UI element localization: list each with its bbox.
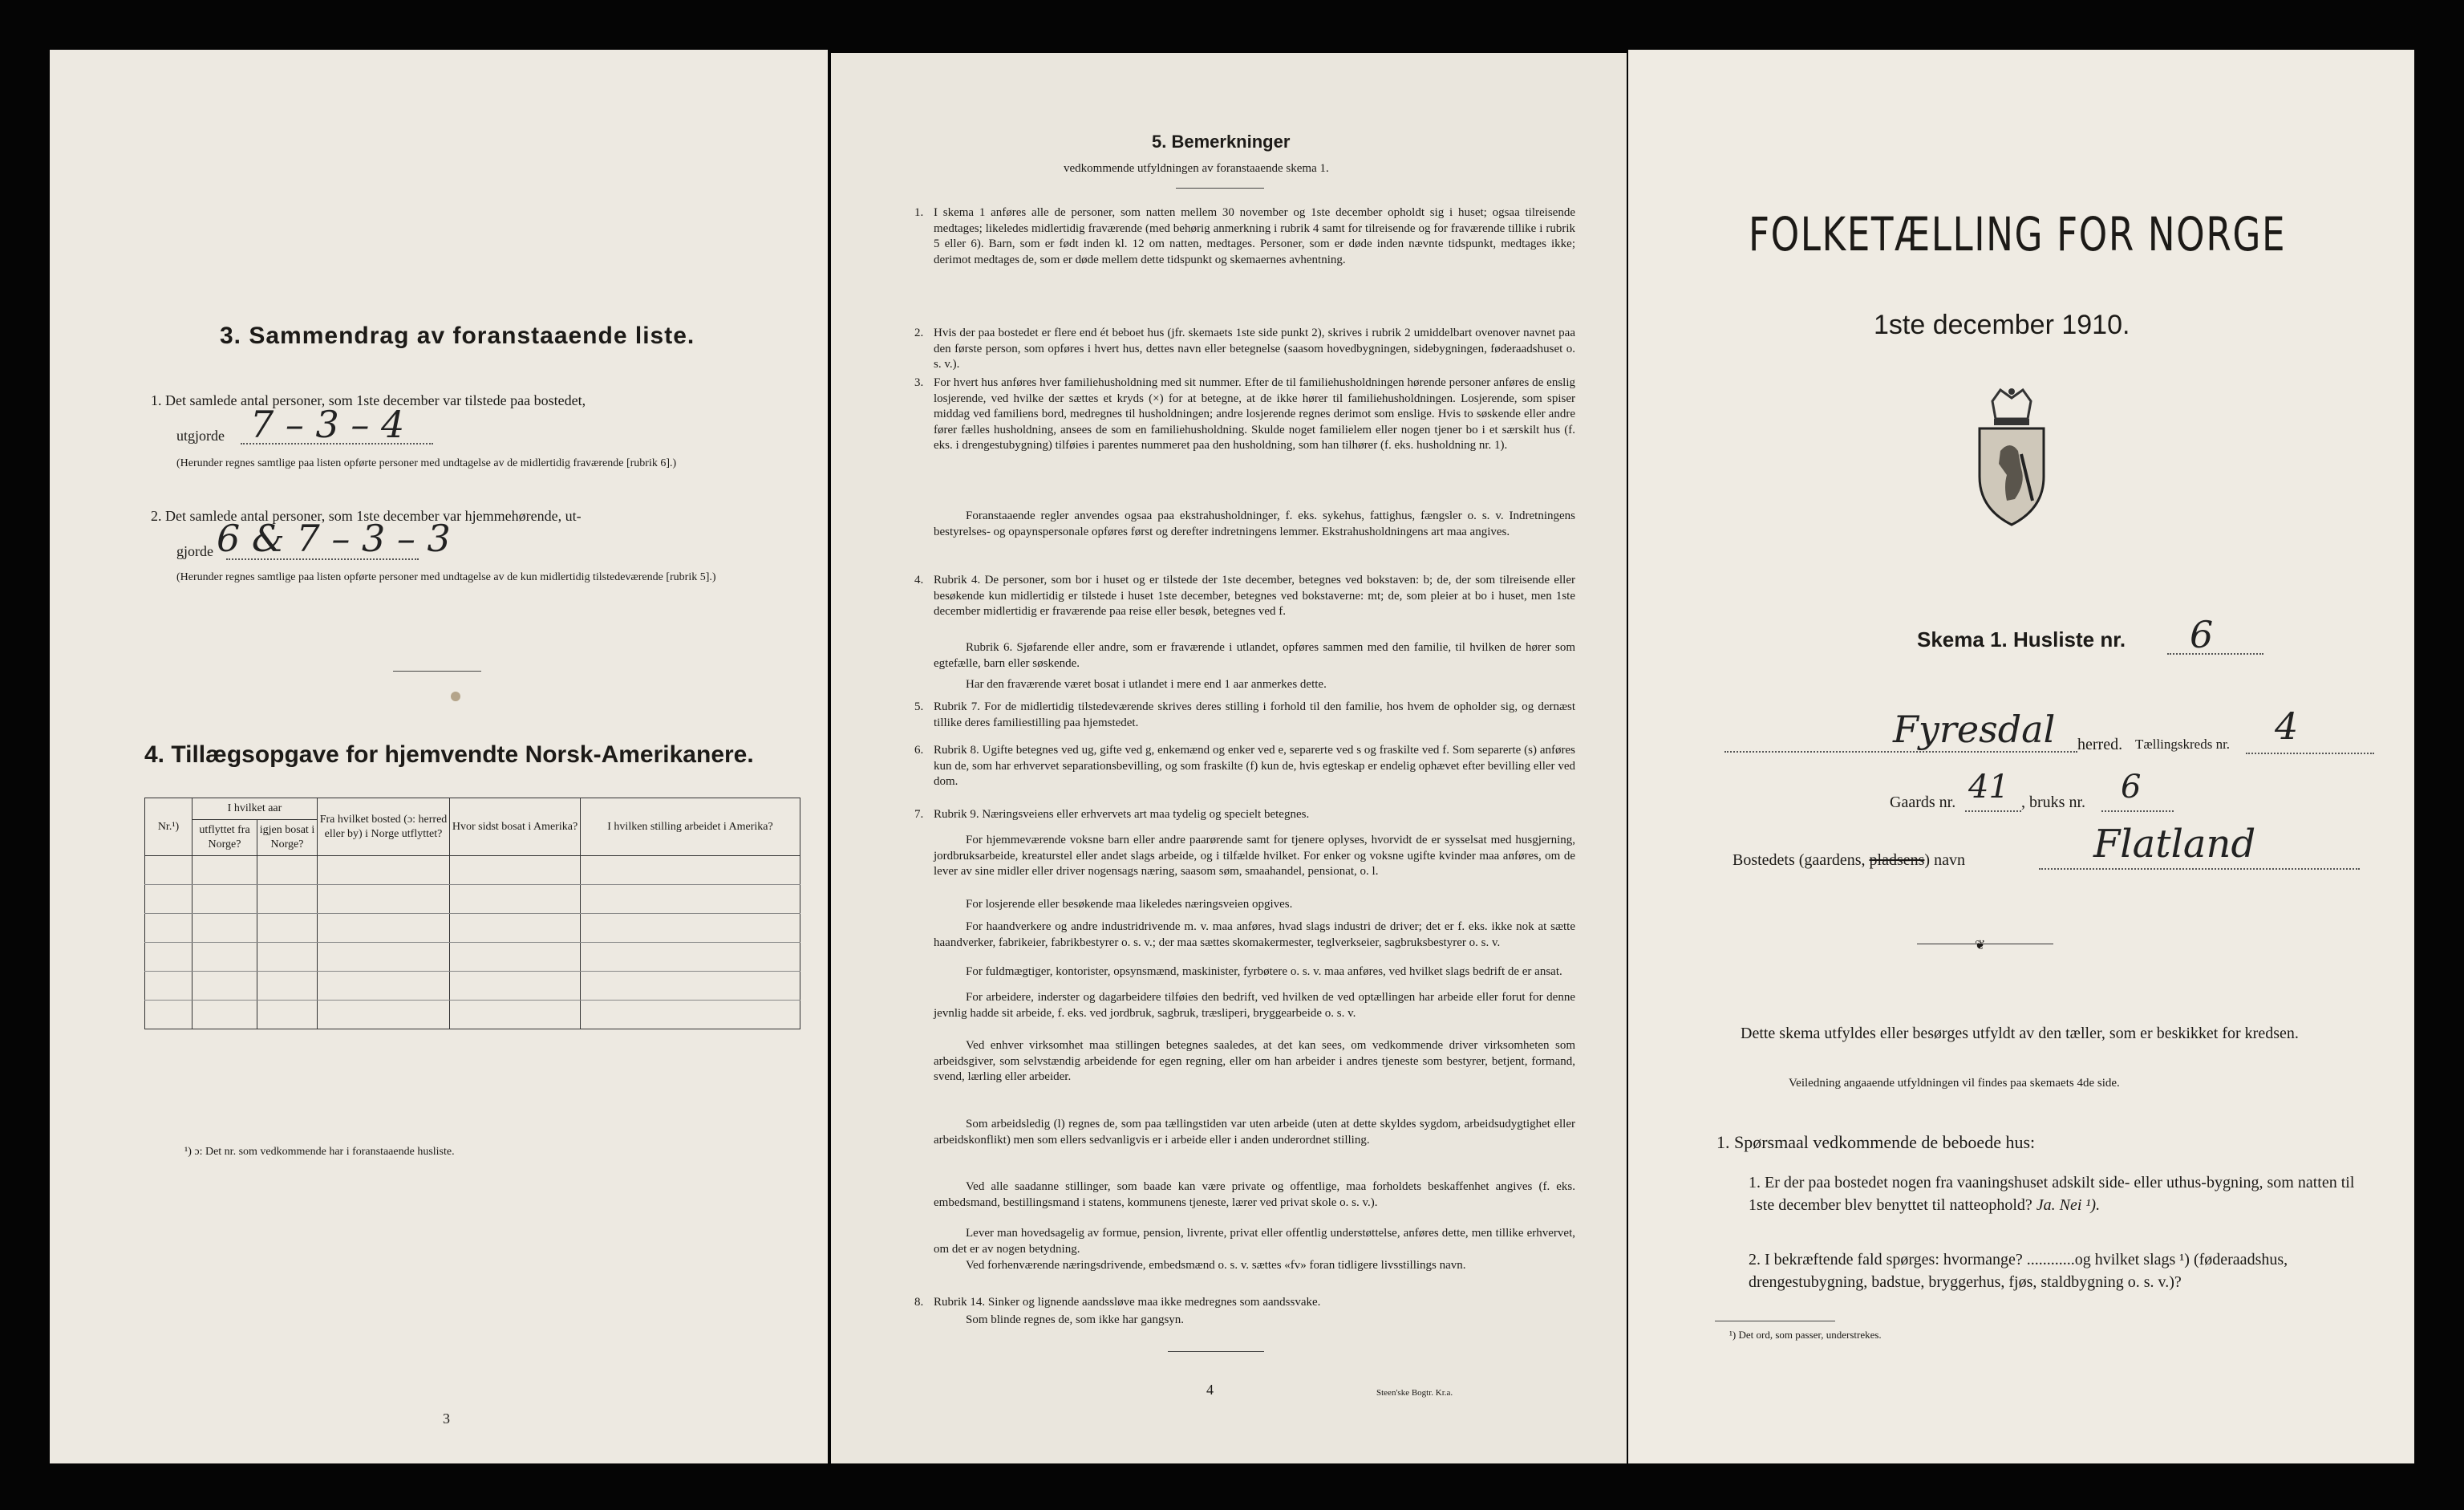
remark-text: Foranstaaende regler anvendes ogsaa paa ekstrahusholdninger, f. eks. sykehus, fattighus, fængsler o. s. v. Indretningens bestyrelses- og opaynspersonale opføres først og derefter indretningens lemmer. Ekstrahusholdningens art maa angives.: [934, 509, 1575, 538]
remark-item: [934, 1179, 1575, 1211]
th-last-lived: Hvor sidst bosat i Amerika?: [450, 798, 581, 856]
norsk-amerikanere-table: [144, 798, 800, 1029]
remark-item: [914, 743, 1575, 790]
remark-item: [914, 326, 1575, 373]
bosted-value: Flatland: [2093, 822, 2256, 867]
remark-item: [934, 919, 1575, 951]
remark-item: [914, 573, 1575, 620]
page-number-4: 4: [1206, 1382, 1214, 1398]
bruks-line: [2101, 810, 2174, 812]
item1-text: 1. Det samlede antal personer, som 1ste december var tilstede paa bostedet,: [151, 392, 586, 408]
table-row: [145, 856, 800, 885]
remark-text: Har den fraværende været bosat i utlandet i mere end 1 aar anmerkes dette.: [966, 678, 1327, 691]
th-position: I hvilken stilling arbeidet i Amerika?: [581, 798, 800, 856]
table-row: [145, 914, 800, 943]
remark-text: Lever man hovedsagelig av formue, pension, livrente, privat eller offentlig understøttelse, anføres dette, men tillike erhvervet, om det er av nogen betydning.: [934, 1227, 1575, 1256]
instruction-text: Dette skema utfyldes eller besørges utfyldt av den tæller, som er beskikket for kredsen.: [1741, 1025, 2299, 1042]
remark-item: [934, 1117, 1575, 1148]
stain-dot: [451, 692, 460, 701]
section4-title: 4. Tillægsopgave for hjemvendte Norsk-Amerikanere.: [144, 741, 754, 768]
divider: [1168, 1351, 1264, 1352]
section3-title: 3. Sammendrag av foranstaaende liste.: [220, 323, 695, 349]
remark-text: Rubrik 8. Ugifte betegnes ved ug, gifte ved g, enkemænd og enker ved e, separerte ved s og fraskilte ved f. Som separerte (s) anføres kun de, som har erhvervet separationsbevilling, og som fraskilte (f) kun de, hvis egteskap er endelig ophævet efter bevilling eller ved dom.: [934, 744, 1575, 789]
remark-text: For hvert hus anføres hver familiehusholdning med sit nummer. Efter de til familiehusholdningen hørende personer anføres de enslig losjerende, ved hvilke der sættes et kryds (×) for at betegne, at de ikke hører til familiehusholdningen. Losjerende, som spiser middag ved familiens bord, medregnes til husholdningen; andre losjerende regnes derimot som enslige. Hvis to søskende eller andre fører fælles husholdning, ansees de som en familiehusholdning. Skulde noget familielem eller nogen tjener bo i et særskilt hus (f. eks. i drengestubygning) tilføies i parentes nummeret paa den husholdning, som han tilhører (f. eks. husholdning nr. 1).: [934, 376, 1575, 453]
remark-item: [934, 1258, 1575, 1274]
husliste-line: [2167, 653, 2263, 655]
guidance-text: Veiledning angaaende utfyldningen vil findes paa skemaets 4de side.: [1789, 1077, 2120, 1090]
husliste-nr: 6: [2190, 613, 2214, 656]
census-title: FOLKETÆLLING FOR NORGE: [1749, 207, 2287, 262]
page-number-3: 3: [443, 1411, 450, 1427]
th-year-group: I hvilket aar: [192, 798, 318, 820]
remark-text: Rubrik 9. Næringsveiens eller erhvervets art maa tydelig og specielt betegnes.: [934, 808, 1310, 821]
item1-value: 7 – 3 – 4: [250, 403, 405, 446]
bosted-label: [1732, 849, 1965, 871]
remark-text: Hvis der paa bostedet er flere end ét beboet hus (jfr. skemaets 1ste side punkt 2), skrives i rubrik 2 umiddelbart ovenover navnet paa den første person, som opføres i hvert hus, dettes navn eller betegnelse (saasom hovedbygningen, sidebygningen, føderaadshuset o. s. v.).: [934, 327, 1575, 371]
footnote: ¹) Det ord, som passer, understrekes.: [1729, 1329, 1882, 1341]
remark-item: [914, 1295, 1575, 1311]
remark-text: For haandverkere og andre industridrivende m. v. maa anføres, hvad slags industri de driver; det er f. eks. ikke nok at sætte haandverker, fabrikeier, fabrikbestyrer o. s. v.; der maa sættes skomakermester, teglverkseier, sagbruksbestyrer o. s. v.: [934, 920, 1575, 949]
remark-item: [934, 897, 1575, 913]
item1-note: (Herunder regnes samtlige paa listen opførte personer med undtagelse av de midlertidig fraværende [rubrik 6].): [176, 457, 677, 469]
page-right: [1628, 50, 2414, 1463]
bosted-label-b: ) navn: [1924, 851, 1965, 869]
bosted-label-a: Bostedets (gaardens,: [1732, 851, 1866, 869]
bosted-line: [2039, 868, 2360, 870]
remark-item: [934, 1038, 1575, 1086]
remark-item: [934, 964, 1575, 980]
remark-number: 5.: [914, 700, 924, 713]
remark-number: 2.: [914, 327, 924, 339]
table-row: [145, 943, 800, 972]
gaards-value: 41: [1968, 769, 2009, 806]
kreds-value: 4: [2275, 704, 2299, 748]
th-emigrated: utflyttet fra Norge?: [192, 820, 257, 856]
table-row: [145, 972, 800, 1001]
remark-text: Som blinde regnes de, som ikke har gangsyn.: [966, 1313, 1185, 1326]
remark-text: Rubrik 4. De personer, som bor i huset og er tilstede der 1ste december, betegnes ved bokstaven: b; de, der som tilreisende eller besøkende kun midlertidig er tilstede i huset 1ste december, betegnes ved bokstaverne: mt; de, som pleier at bo i huset, men 1ste december midlertidig er fraværende paa reise eller besøk, betegnes ved f.: [934, 574, 1575, 619]
remark-text: Rubrik 7. For de midlertidig tilstedeværende skrives deres stilling i forhold til den familie, hos hvem de opholder sig, og dernæst tillike deres familiestilling paa hjemstedet.: [934, 700, 1575, 729]
remark-item: [914, 700, 1575, 731]
remark-item: [914, 375, 1575, 454]
remark-text: Ved alle saadanne stillinger, som baade kan være private og offentlige, maa forholdets beskaffenhet angives (f. eks. embedsmand, bestillingsmand i statens, kommunens tjeneste, lærer ved privat skole o. s. v.).: [934, 1180, 1575, 1209]
remark-text: Ved forhenværende næringsdrivende, embedsmænd o. s. v. sættes «fv» foran tidligere livsstillings navn.: [966, 1259, 1466, 1272]
remark-item: [914, 205, 1575, 268]
question-1: [1749, 1171, 2358, 1216]
remark-text: For hjemmeværende voksne barn eller andre paarørende samt for tjenere oplyses, hvorvidt de er sysselsat med husgjerning, jordbruksarbeide, kreaturstel eller andet slags arbeide, og i tilfælde hvilket. For enker og voksne ugifte kvinder maa anføres, om de lever av sine midler eller driver nogensags næring, saasom søm, smaahandel, pensionat, o. l.: [934, 834, 1575, 879]
item2-text: 2. Det samlede antal personer, som 1ste december var hjemmehørende, ut-: [151, 508, 582, 524]
kreds-line: [2246, 753, 2374, 754]
question-1-answer: Ja. Nei ¹).: [2036, 1196, 2101, 1214]
skema-label: Skema 1. Husliste nr.: [1917, 627, 2126, 651]
gaards-label: Gaards nr.: [1890, 794, 1956, 811]
divider: [393, 671, 481, 672]
question-2: 2. I bekræftende fald spørges: hvormange? ............og hvilket slags ¹) (føderaadshus, drengestubygning, badstue, bryggerhus, fjøs, staldbygning o. s. v.)?: [1749, 1251, 2288, 1291]
norway-coat-of-arms-icon: [1968, 387, 2055, 530]
th-nr: Nr.¹): [145, 798, 192, 856]
remark-text: For arbeidere, inderster og dagarbeidere tilføies den bedrift, ved hvilken de ved optællingen har arbeide eller forut for denne jevnlig hadde sit arbeide, f. eks. ved jordbruk, sagbruk, træsliperi, bryggearbeide o. s. v.: [934, 991, 1575, 1020]
remark-text: For losjerende eller besøkende maa likeledes næringsveien opgives.: [966, 898, 1293, 911]
bruks-value: 6: [2121, 769, 2142, 806]
item1-label: utgjorde: [176, 428, 225, 444]
table-row: [145, 1001, 800, 1029]
remark-text: Rubrik 14. Sinker og lignende aandssløve maa ikke medregnes som aandssvake.: [934, 1296, 1321, 1309]
printer-mark: Steen'ske Bogtr. Kr.a.: [1376, 1388, 1453, 1398]
remark-number: 6.: [914, 744, 924, 757]
th-from-where: Fra hvilket bosted (ɔ: herred eller by) i Norge utflyttet?: [318, 798, 450, 856]
remark-number: 4.: [914, 574, 924, 587]
remark-number: 1.: [914, 206, 924, 219]
page-left: [50, 50, 828, 1463]
kreds-label: Tællingskreds nr.: [2135, 737, 2231, 752]
remark-item: [934, 990, 1575, 1021]
ornament-icon: ❦: [1975, 939, 1986, 952]
remarks-subtitle: vedkommende utfyldningen av foranstaaende skema 1.: [1064, 162, 1329, 175]
item2-value: 6 & 7 – 3 – 3: [217, 517, 451, 560]
remark-item: [934, 640, 1575, 672]
remarks-title: 5. Bemerkninger: [1152, 132, 1291, 152]
gaards-line: [1965, 810, 2021, 812]
bosted-label-struck: pladsens: [1869, 851, 1925, 869]
remark-number: 8.: [914, 1296, 924, 1309]
remark-item: [934, 1313, 1575, 1329]
remark-item: [914, 807, 1575, 823]
herred-value: Fyresdal: [1893, 708, 2056, 751]
item2-note: (Herunder regnes samtlige paa listen opførte personer med undtagelse av de kun midlertidig tilstedeværende [rubrik 5].): [176, 571, 716, 583]
remark-text: Ved enhver virksomhet maa stillingen betegnes saaledes, at det kan sees, om vedkommende driver virksomheten som arbeidsgiver, som selvstændig arbeidende for egen regning, eller om han arbeider i andres tjeneste som bestyrer, betjent, formand, svend, lærling eller arbeider.: [934, 1039, 1575, 1084]
question-title: 1. Spørsmaal vedkommende de beboede hus:: [1716, 1132, 2036, 1152]
divider: [1176, 188, 1264, 189]
table-row: [145, 885, 800, 914]
remark-text: Som arbeidsledig (l) regnes de, som paa tællingstiden var uten arbeide (uten at dette skyldes sygdom, arbeidsudygtighet eller arbeidskonflikt) men som ellers sedvanligvis er i arbeide eller i anden underordnet stilling.: [934, 1118, 1575, 1147]
herred-line: [1724, 751, 2077, 753]
census-date: 1ste december 1910.: [1874, 310, 2130, 340]
table-footnote: ¹) ɔ: Det nr. som vedkommende har i foranstaaende husliste.: [184, 1146, 455, 1158]
remark-item: [934, 833, 1575, 880]
bruks-label: , bruks nr.: [2021, 794, 2085, 811]
herred-label: herred.: [2077, 736, 2123, 753]
remark-text: For fuldmægtiger, kontorister, opsynsmænd, maskinister, fyrbøtere o. s. v. maa anføres, ved hvilket slags bedrift de er ansat.: [966, 965, 1562, 978]
remark-text: Rubrik 6. Sjøfarende eller andre, som er fraværende i utlandet, opføres sammen med den familie, til hvilken de hører som egtefælle, barn eller søskende.: [934, 641, 1575, 670]
page-middle: [831, 53, 1627, 1463]
th-returned: igjen bosat i Norge?: [257, 820, 318, 856]
remark-item: [934, 1226, 1575, 1257]
question-1-text: 1. Er der paa bostedet nogen fra vaaningshuset adskilt side- eller uthus-bygning, som natten til 1ste december blev benyttet til natteophold?: [1749, 1174, 2355, 1214]
remark-text: I skema 1 anføres alle de personer, som natten mellem 30 november og 1ste december opholdt sig i huset; ogsaa tilreisende medtages; likeledes midlertidig fraværende (med behørig anmerkning i rubrik 4 samt for tilreisende og for fraværende tillike i rubrik 5 eller 6). Barn, som er født inden kl. 12 om natten, medtages. Personer, som er døde inden nævnte tidspunkt, medtages ikke; derimot medtages de, som er døde mellem dette tidspunkt og skemaernes avhentning.: [934, 206, 1575, 266]
remark-number: 7.: [914, 808, 924, 821]
item2-label: gjorde: [176, 543, 213, 559]
remark-item: [934, 677, 1575, 693]
remark-item: [934, 509, 1575, 540]
remark-number: 3.: [914, 376, 924, 389]
